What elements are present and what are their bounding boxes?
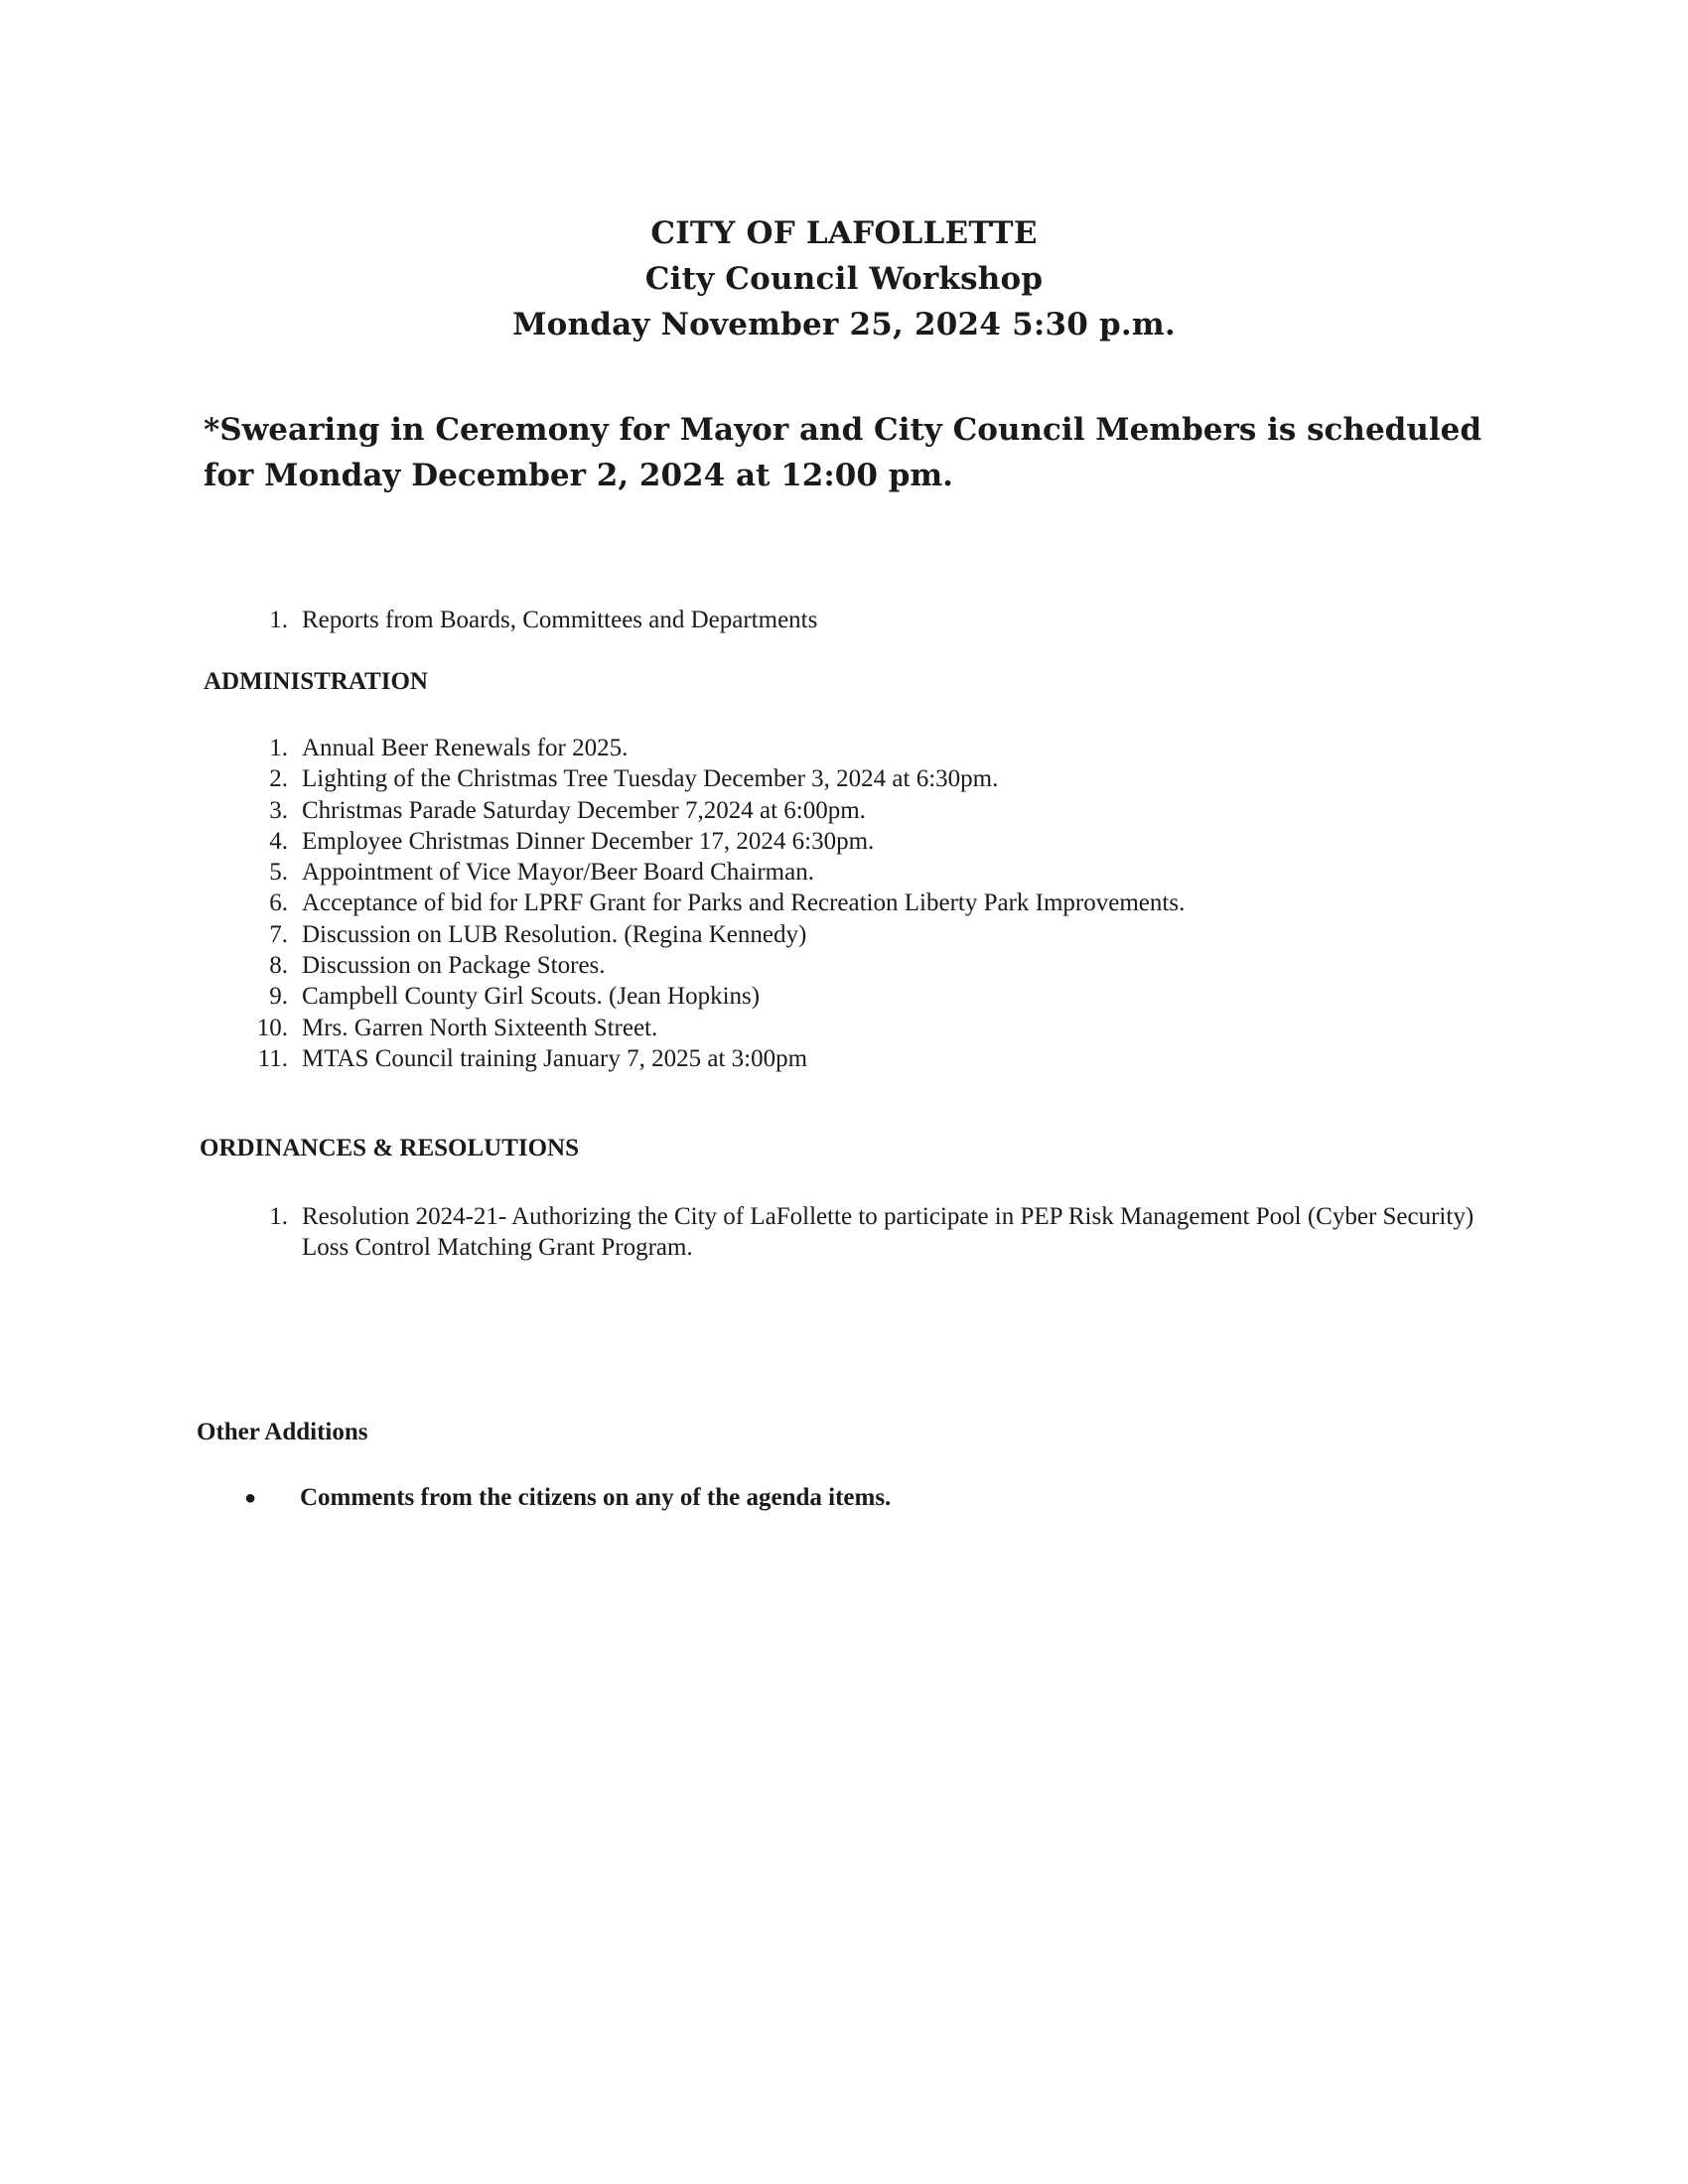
item-text: Acceptance of bid for LPRF Grant for Parks and Recreation Liberty Park Improvements.: [302, 889, 1186, 917]
meeting-datetime: Monday November 25, 2024 5:30 p.m.: [512, 307, 1176, 342]
list-item: [238, 1013, 1185, 1043]
list-item: [238, 826, 1185, 857]
other-additions-list: [238, 1483, 891, 1513]
item-text: Employee Christmas Dinner December 17, 2024 6:30pm.: [302, 827, 875, 855]
item-text: Campbell County Girl Scouts. (Jean Hopkins): [302, 983, 761, 1011]
item-text: Resolution 2024-21- Authorizing the City of LaFollette to participate in PEP Risk Management Pool (Cyber Security) Loss Control Matching Grant Program.: [302, 1203, 1475, 1262]
ordinances-heading: ORDINANCES & RESOLUTIONS: [200, 1135, 580, 1161]
item-number: 3.: [269, 796, 288, 824]
item-number: 2.: [269, 765, 288, 793]
list-item: [238, 919, 1185, 950]
administration-list: [238, 733, 1185, 1074]
list-item: [238, 1483, 891, 1513]
list-item: [238, 1201, 1479, 1264]
swearing-in-notice: *Swearing in Ceremony for Mayor and City Council Members is scheduled for Monday December 2, 2024 at 12:00 pm.: [204, 412, 1482, 493]
item-number: 11.: [257, 1044, 288, 1072]
bullet-icon: ●: [244, 1487, 257, 1509]
ordinances-list: [238, 1201, 1479, 1264]
list-item: [238, 795, 1185, 826]
item-text: Annual Beer Renewals for 2025.: [302, 735, 629, 761]
city-name: CITY OF LAFOLLETTE: [650, 215, 1038, 251]
meeting-title: City Council Workshop: [644, 261, 1044, 297]
list-item: [238, 763, 1185, 794]
administration-heading: ADMINISTRATION: [204, 668, 428, 695]
item-text: Reports from Boards, Committees and Departments: [302, 607, 818, 633]
item-number: 10.: [256, 1014, 288, 1041]
list-item: [238, 1043, 1185, 1074]
item-number: 4.: [269, 827, 288, 855]
item-text: Discussion on Package Stores.: [302, 952, 606, 980]
list-item: [238, 887, 1185, 918]
list-item: [238, 981, 1185, 1012]
reports-list: [238, 605, 817, 635]
list-item: [238, 733, 1185, 763]
item-number: 1.: [269, 607, 288, 633]
item-number: 1.: [269, 735, 288, 761]
item-text: Christmas Parade Saturday December 7,2024 at 6:00pm.: [302, 796, 866, 824]
list-item: [238, 857, 1185, 887]
list-item: [238, 950, 1185, 981]
item-text: Comments from the citizens on any of the agenda items.: [300, 1484, 892, 1511]
item-number: 8.: [269, 952, 288, 980]
item-text: Discussion on LUB Resolution. (Regina Kennedy): [302, 920, 807, 948]
item-text: MTAS Council training January 7, 2025 at 3:00pm: [302, 1044, 808, 1072]
other-additions-heading: Other Additions: [197, 1419, 368, 1445]
item-number: 5.: [269, 859, 288, 887]
item-text: Appointment of Vice Mayor/Beer Board Chairman.: [302, 859, 814, 887]
item-number: 1.: [269, 1203, 288, 1230]
item-text: Lighting of the Christmas Tree Tuesday December 3, 2024 at 6:30pm.: [302, 765, 999, 793]
item-number: 9.: [269, 983, 288, 1011]
item-number: 6.: [269, 889, 288, 917]
item-number: 7.: [269, 920, 288, 948]
item-text: Mrs. Garren North Sixteenth Street.: [302, 1014, 658, 1041]
agenda-header: [0, 210, 1688, 347]
list-item: [238, 605, 817, 635]
